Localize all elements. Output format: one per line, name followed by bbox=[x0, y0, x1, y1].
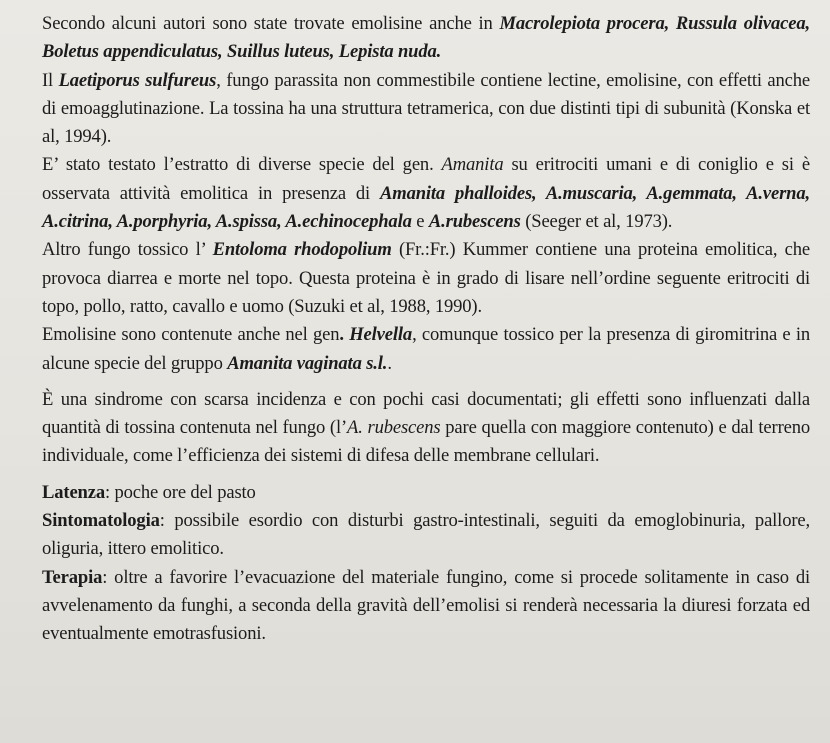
text-run: Emolisine sono contenute anche nel gen bbox=[42, 324, 340, 346]
text-run: E’ stato testato l’estratto di diverse specie del gen. bbox=[42, 154, 442, 176]
text-run: Il bbox=[42, 69, 59, 91]
text-run: , comunque tossico per la presenza di giromitrina e in alcune specie del gruppo bbox=[42, 324, 811, 374]
section-label-latency: Latenza bbox=[42, 481, 105, 503]
paragraph-laetiporus bbox=[42, 67, 810, 152]
text-run: . bbox=[339, 324, 350, 346]
species-name: Laetiporus sulfureus bbox=[58, 69, 217, 91]
genus-name: Helvella bbox=[349, 324, 413, 346]
text-run: : poche ore del pasto bbox=[104, 481, 256, 503]
text-run: e bbox=[411, 211, 429, 233]
text-run: : oltre a favorire l’evacuazione del materiale fungino, come si procede solitamente in caso di avvelenamento da funghi, a seconda della gravità dell’emolisi si renderà necessaria la diuresi forzata ed eventualmente emotrasfusioni. bbox=[42, 566, 810, 645]
species-name: Amanita vaginata s.l. bbox=[227, 352, 388, 374]
text-run: su eritrociti umani e di coniglio e si è osservata attività emolitica in presenza di bbox=[42, 154, 810, 204]
species-list: Macrolepiota procera, Russula olivacea, Boletus appendiculatus, Suillus luteus, Lepista nuda. bbox=[42, 13, 810, 63]
text-run: Altro fungo tossico l’ bbox=[42, 239, 213, 261]
species-name: Entoloma rhodopolium bbox=[212, 239, 392, 261]
text-run: (Seeger et al, 1973). bbox=[520, 211, 673, 233]
text-run: pare quella con maggiore contenuto) e dal terreno individuale, come l’efficienza dei sistemi di difesa delle membrane cellulari. bbox=[42, 417, 811, 467]
species-name: A.rubescens bbox=[428, 211, 521, 233]
text-run: (Fr.:Fr.) Kummer contiene una proteina emolitica, che provoca diarrea e morte nel topo. Questa proteina è in grado di lisare nell’ordine seguente eritrociti di topo, pollo, ratto, cavallo e uomo (Suzuki et al, 1988, 1990). bbox=[42, 239, 810, 317]
paragraph-latency bbox=[42, 479, 810, 507]
paragraph-amanita-test bbox=[42, 151, 810, 236]
text-run: , fungo parassita non commestibile contiene lectine, emolisine, con effetti anche di emoagglutinazione. La tossina ha una struttura tetramerica, con due distinti tipi di subunità (Konska et al, 1994). bbox=[42, 69, 811, 148]
text-run: Secondo alcuni autori sono state trovate emolisine anche in bbox=[42, 13, 500, 34]
text-run: È una sindrome con scarsa incidenza e con pochi casi documentati; gli effetti sono influenzati dalla quantità di tossina contenuta nel fungo (l’ bbox=[42, 388, 810, 439]
paragraph-entoloma bbox=[42, 236, 810, 321]
section-label-therapy: Terapia bbox=[42, 566, 103, 588]
paragraph-syndrome bbox=[42, 386, 810, 471]
paragraph-helvella bbox=[42, 321, 810, 378]
text-run: : possibile esordio con disturbi gastro-intestinali, seguiti da emoglobinuria, pallore, oliguria, ittero emolitico. bbox=[42, 510, 810, 560]
section-label-symptoms: Sintomatologia bbox=[42, 510, 160, 532]
paragraph-symptoms bbox=[42, 507, 810, 564]
text-block bbox=[42, 10, 810, 649]
paragraph-hemolysins-species bbox=[42, 10, 810, 67]
paragraph-therapy bbox=[42, 564, 810, 649]
genus-name: Amanita bbox=[441, 154, 504, 176]
text-run: . bbox=[387, 352, 392, 374]
species-name: A. rubescens bbox=[347, 417, 441, 439]
species-list: Amanita phalloides, A.muscaria, A.gemmata, A.verna, A.citrina, A.porphyria, A.spissa, A.echinocephala bbox=[42, 182, 810, 233]
